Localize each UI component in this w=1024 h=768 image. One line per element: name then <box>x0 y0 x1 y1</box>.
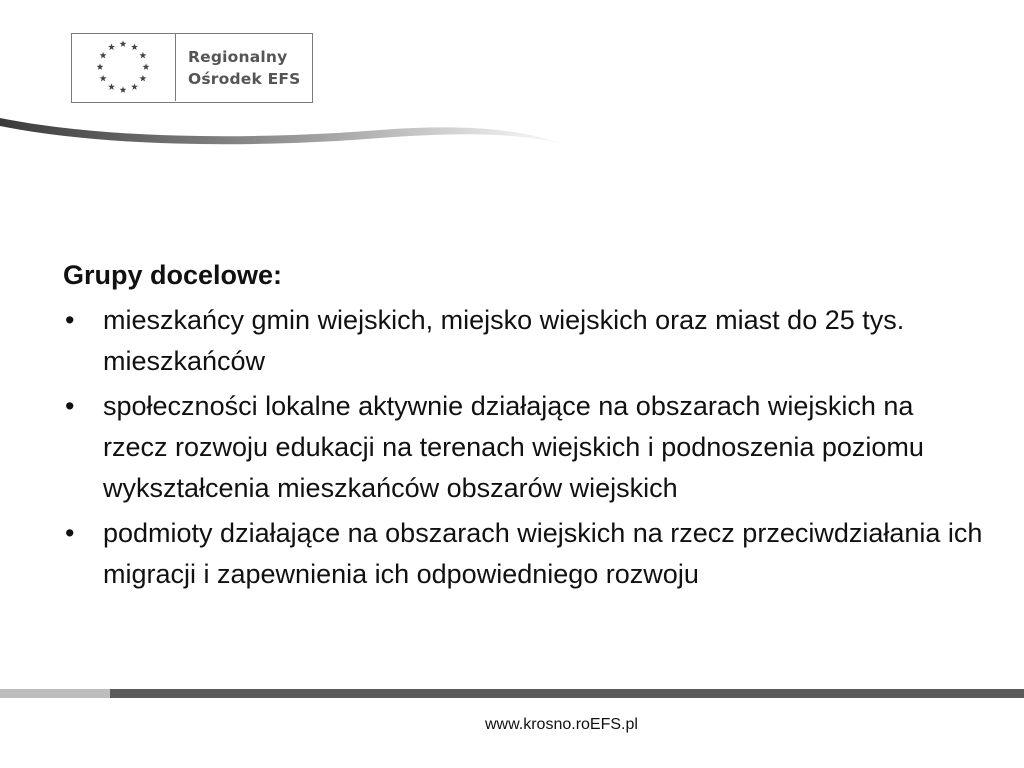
footer-bar-dark <box>110 689 1024 698</box>
star-icon <box>139 75 146 82</box>
star-icon <box>100 75 107 82</box>
star-icon <box>120 40 127 47</box>
list-item <box>63 513 983 595</box>
slide-content <box>63 255 983 599</box>
star-icon <box>97 63 104 70</box>
eu-stars-icon <box>72 34 176 101</box>
list-item <box>63 386 983 509</box>
star-icon <box>108 83 115 90</box>
bullet-list <box>63 300 983 595</box>
logo <box>71 33 313 103</box>
list-item-text: mieszkańcy gmin wiejskich, miejsko wiejskich oraz miast do 25 tys. mieszkańców <box>103 305 905 376</box>
star-icon <box>143 63 150 70</box>
header-swoosh <box>0 110 600 155</box>
star-icon <box>108 43 115 50</box>
star-icon <box>139 52 146 59</box>
footer-bar-light <box>0 689 110 698</box>
bullet-icon: • <box>65 518 75 548</box>
footer-url[interactable]: www.krosno.roEFS.pl <box>485 716 638 733</box>
logo-line-2: Ośrodek EFS <box>188 70 301 88</box>
logo-line-1: Regionalny <box>188 48 288 66</box>
bullet-icon: • <box>65 305 75 335</box>
star-icon <box>131 43 138 50</box>
slide-heading: Grupy docelowe: <box>63 260 283 290</box>
star-icon <box>100 52 107 59</box>
star-icon <box>120 86 127 93</box>
bullet-icon: • <box>65 391 75 421</box>
list-item <box>63 300 983 382</box>
logo-text <box>188 46 301 90</box>
star-icon <box>131 83 138 90</box>
list-item-text: społeczności lokalne aktywnie działające na obszarach wiejskich na rzecz rozwoju edukacji na terenach wiejskich i podnoszenia poziomu wykształcenia mieszkańców obszarów wiejskich <box>103 391 924 503</box>
list-item-text: podmioty działające na obszarach wiejskich na rzecz przeciwdziałania ich migracji i zapewnienia ich odpowiedniego rozwoju <box>103 518 983 589</box>
